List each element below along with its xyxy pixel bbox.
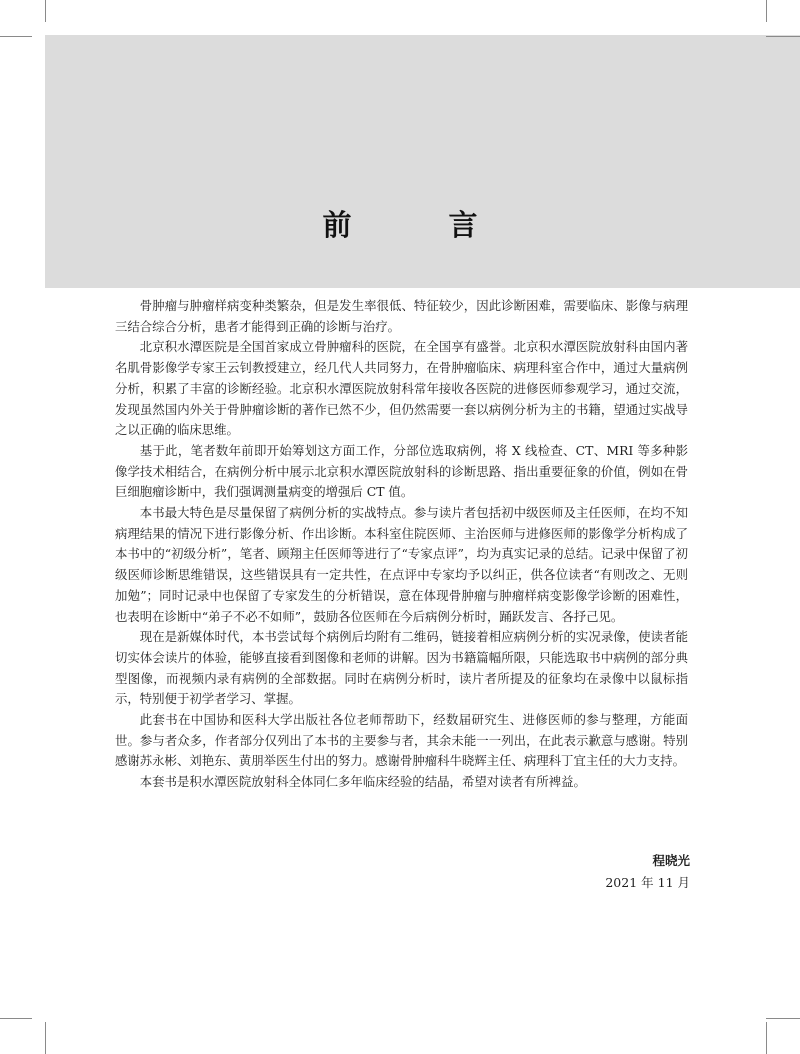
signature-block xyxy=(605,850,690,894)
paragraph: 此套书在中国协和医科大学出版社各位老师帮助下，经数届研究生、进修医师的参与整理，方能面世。参与者众多，作者部分仅列出了本书的主要参与者，其余未能一一列出，在此表示歉意与感谢。特别感谢苏永彬、刘艳东、黄朋举医生付出的努力。感谢骨肿瘤科牛晓辉主任、病理科丁宜主任的大力支持。 xyxy=(115,712,688,769)
header-band xyxy=(45,35,800,288)
crop-mark xyxy=(766,1018,800,1019)
page-title: 前 言 xyxy=(322,208,512,242)
crop-mark xyxy=(766,0,767,22)
crop-mark xyxy=(0,36,32,37)
paragraph: 本套书是积水潭医院放射科全体同仁多年临床经验的结晶，希望对读者有所裨益。 xyxy=(139,774,586,790)
crop-mark xyxy=(766,36,800,37)
crop-mark xyxy=(766,1022,767,1054)
crop-mark xyxy=(45,1022,46,1054)
preface-body xyxy=(115,296,688,793)
date: 2021 年 11 月 xyxy=(605,875,690,890)
crop-mark xyxy=(0,1018,32,1019)
crop-mark xyxy=(45,0,46,22)
paragraph: 基于此，笔者数年前即开始筹划这方面工作，分部位选取病例，将 X 线检查、CT、MRI 等多种影像学技术相结合，在病例分析中展示北京积水潭医院放射科的诊断思路、指出重要征象的价值，例如在骨巨细胞瘤诊断中，我们强调测量病变的增强后 CT 值。 xyxy=(115,442,688,500)
paragraph: 北京积水潭医院是全国首家成立骨肿瘤科的医院，在全国享有盛誉。北京积水潭医院放射科由国内著名肌骨影像学专家王云钊教授建立，经几代人共同努力，在骨肿瘤临床、病理科室合作中，通过大量病例分析，积累了丰富的诊断经验。北京积水潭医院放射科常年接收各医院的进修医师参观学习，通过交流，发现虽然国内外关于骨肿瘤诊断的著作已然不少，但仍然需要一套以病例分析为主的书籍，望通过实战导之以正确的临床思维。 xyxy=(115,339,688,438)
author-name: 程晓光 xyxy=(652,853,690,868)
paragraph: 骨肿瘤与肿瘤样病变种类繁杂，但是发生率很低、特征较少，因此诊断困难，需要临床、影像与病理三结合综合分析，患者才能得到正确的诊断与治疗。 xyxy=(115,298,688,334)
paragraph: 现在是新媒体时代，本书尝试每个病例后均附有二维码，链接着相应病例分析的实况录像，使读者能切实体会读片的体验，能够直接看到图像和老师的讲解。因为书籍篇幅所限，只能选取书中病例的部分典型图像，而视频内录有病例的全部数据。同时在病例分析时，读片者所提及的征象均在录像中以鼠标指示，特别便于初学者学习、掌握。 xyxy=(115,629,688,707)
paragraph: 本书最大特色是尽量保留了病例分析的实战特点。参与读片者包括初中级医师及主任医师，在均不知病理结果的情况下进行影像分析、作出诊断。本科室住院医师、主治医师与进修医师的影像学分析构成了本书中的“初级分析”，笔者、顾翔主任医师等进行了“专家点评”，均为真实记录的总结。记录中保留了初级医师诊断思维错误，这些错误具有一定共性，在点评中专家均予以纠正，供各位读者“有则改之、无则加勉”；同时记录中也保留了专家发生的分析错误，意在体现骨肿瘤与肿瘤样病变影像学诊断的困难性，也表明在诊断中“弟子不必不如师”，鼓励各位医师在今后病例分析时，踊跃发言、各抒己见。 xyxy=(115,505,688,624)
